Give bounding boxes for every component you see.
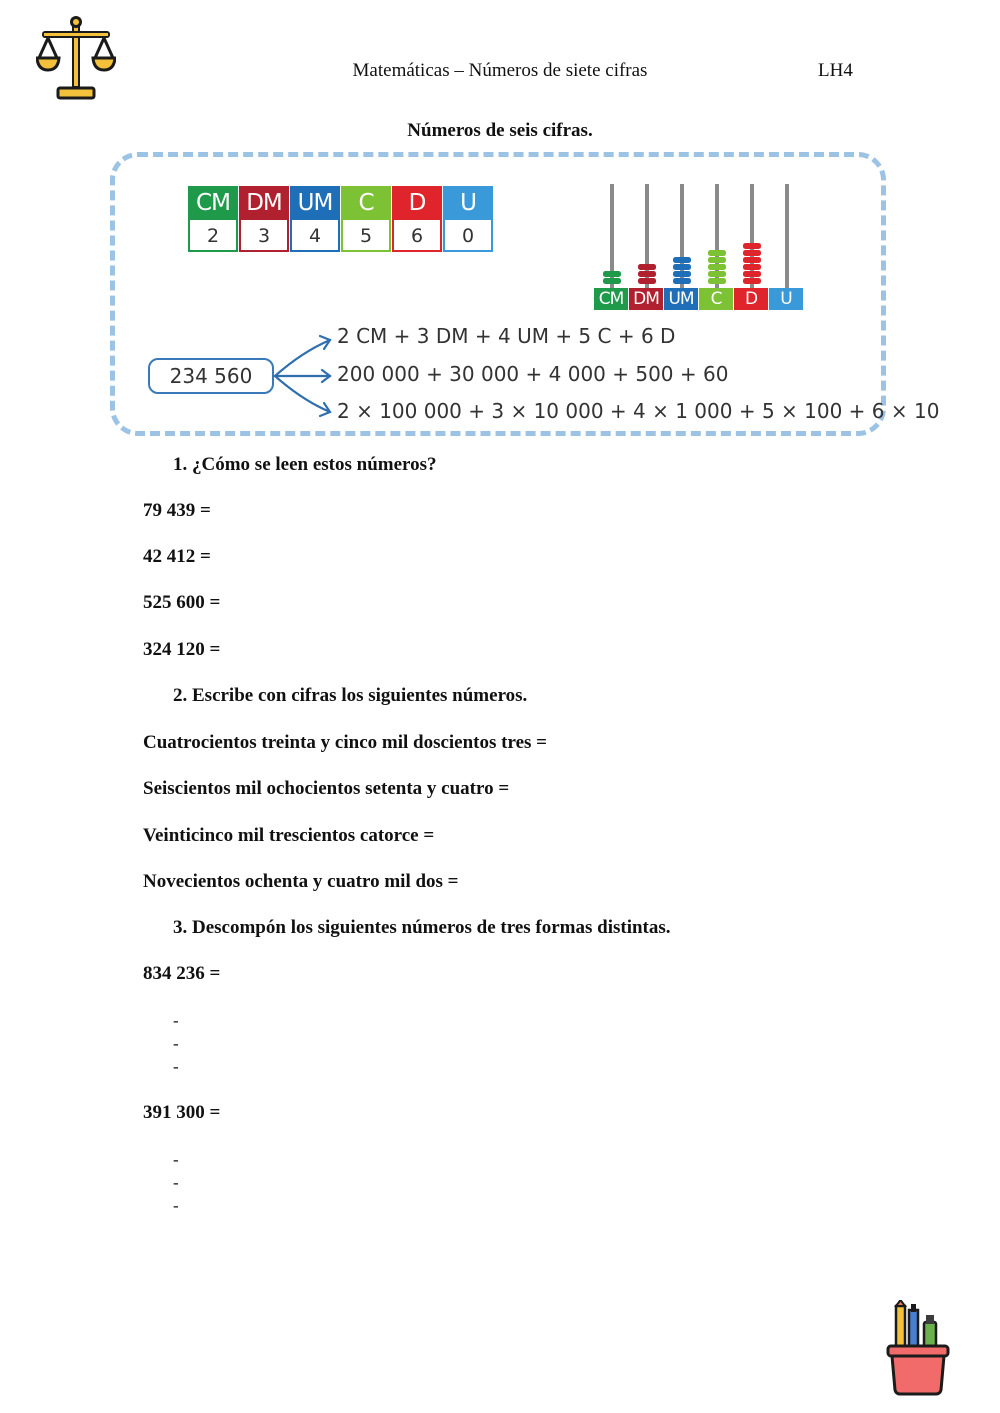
abacus-bead	[708, 278, 726, 284]
abacus-bead	[743, 257, 761, 263]
question-2-heading: 2. Escribe con cifras los siguientes números.	[173, 685, 528, 706]
abacus-bead	[638, 264, 656, 270]
document-code: LH4	[818, 60, 853, 81]
abacus-bead	[743, 243, 761, 249]
q1-item: 324 120 =	[143, 639, 221, 660]
q2-item: Cuatrocientos treinta y cinco mil doscientos tres =	[143, 732, 547, 753]
abacus-bead	[638, 278, 656, 284]
pencil-cup-icon	[886, 1300, 950, 1396]
q2-item: Seiscientos mil ochocientos setenta y cuatro =	[143, 778, 510, 799]
abacus-bead	[708, 250, 726, 256]
abacus-bead	[638, 271, 656, 277]
answer-dash: -	[173, 1173, 179, 1192]
abacus-bead	[708, 264, 726, 270]
abacus-bead	[603, 271, 621, 277]
abacus-bead	[743, 271, 761, 277]
abacus-bead	[708, 257, 726, 263]
question-3-heading: 3. Descompón los siguientes números de tres formas distintas.	[173, 917, 671, 938]
answer-dash: -	[173, 1150, 179, 1169]
abacus-label: CM	[594, 288, 628, 310]
pv-digit: 4	[290, 220, 340, 252]
decomposition-1: 2 CM + 3 DM + 4 UM + 5 C + 6 D	[337, 324, 676, 348]
abacus-rod	[785, 184, 789, 288]
pv-digit: 6	[392, 220, 442, 252]
pv-digit: 5	[341, 220, 391, 252]
section-title: Números de seis cifras.	[407, 120, 593, 141]
pv-header: D	[392, 186, 442, 220]
abacus-bead	[673, 271, 691, 277]
abacus-bead	[743, 250, 761, 256]
abacus-bead	[673, 278, 691, 284]
q3-item: 834 236 =	[143, 963, 221, 984]
place-value-table	[188, 186, 493, 252]
pv-digit: 2	[188, 220, 238, 252]
pv-header: UM	[290, 186, 340, 220]
abacus-bead	[673, 257, 691, 263]
q2-item: Novecientos ochenta y cuatro mil dos =	[143, 871, 459, 892]
q1-item: 42 412 =	[143, 546, 211, 567]
abacus-diagram	[590, 182, 810, 290]
q1-item: 79 439 =	[143, 500, 211, 521]
decomposition-3: 2 × 100 000 + 3 × 10 000 + 4 × 1 000 + 5 × 100 + 6 × 10	[337, 399, 940, 423]
q2-item: Veinticinco mil trescientos catorce =	[143, 825, 435, 846]
abacus-bead	[743, 278, 761, 284]
abacus-label: U	[769, 288, 803, 310]
document-title: Matemáticas – Números de siete cifras	[352, 60, 648, 81]
abacus-bead	[673, 264, 691, 270]
answer-dash: -	[173, 1034, 179, 1053]
arrows-diagram	[272, 330, 336, 422]
abacus-label: C	[699, 288, 733, 310]
abacus-bead	[743, 264, 761, 270]
pv-digit: 0	[443, 220, 493, 252]
q1-item: 525 600 =	[143, 592, 221, 613]
pv-header: C	[341, 186, 391, 220]
q3-item: 391 300 =	[143, 1102, 221, 1123]
abacus-label: UM	[664, 288, 698, 310]
pv-header: CM	[188, 186, 238, 220]
abacus-label: DM	[629, 288, 663, 310]
pv-header: DM	[239, 186, 289, 220]
question-1-heading: 1. ¿Cómo se leen estos números?	[173, 454, 437, 475]
example-number: 234 560	[148, 358, 274, 394]
scales-icon	[36, 14, 116, 102]
answer-dash: -	[173, 1057, 179, 1076]
abacus-label: D	[734, 288, 768, 310]
pv-header: U	[443, 186, 493, 220]
abacus-bead	[603, 278, 621, 284]
decomposition-2: 200 000 + 30 000 + 4 000 + 500 + 60	[337, 362, 729, 386]
answer-dash: -	[173, 1196, 179, 1215]
pv-digit: 3	[239, 220, 289, 252]
abacus-bead	[708, 271, 726, 277]
answer-dash: -	[173, 1011, 179, 1030]
